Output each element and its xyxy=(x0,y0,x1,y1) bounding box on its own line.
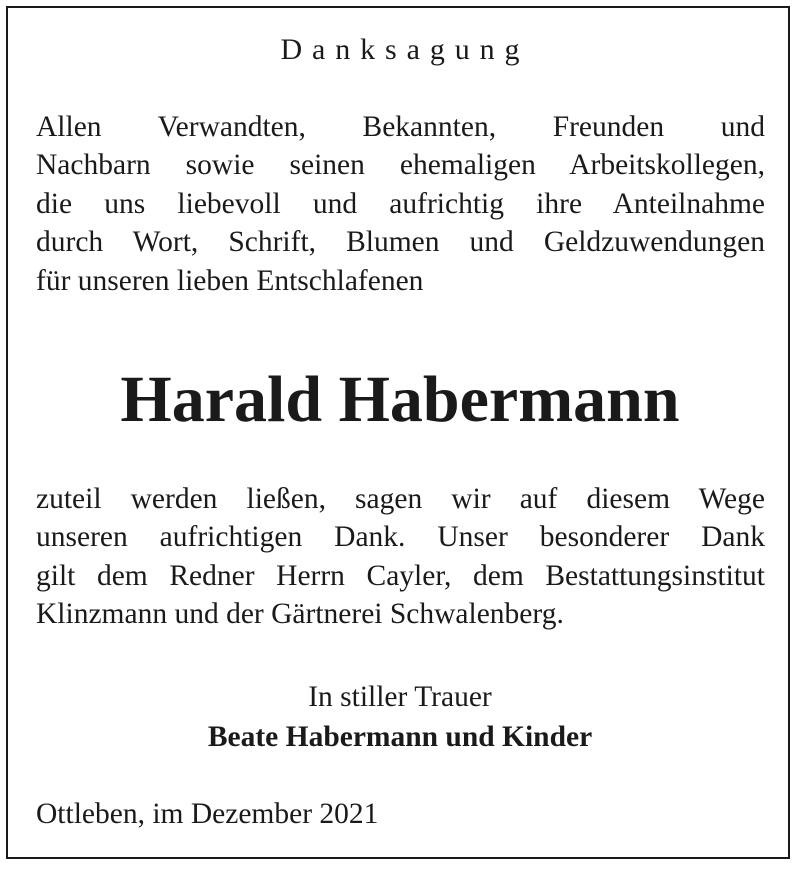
intro-line: die uns liebevoll und aufrichtig ihre Anteilnahme xyxy=(36,187,765,220)
intro-paragraph xyxy=(36,108,765,300)
mourning-line: In stiller Trauer xyxy=(308,681,492,713)
body-line: unseren aufrichtigen Dank. Unser besonderer Dank xyxy=(36,521,765,554)
intro-line: durch Wort, Schrift, Blumen und Geldzuwendungen xyxy=(36,226,765,259)
intro-line: Nachbarn sowie seinen ehemaligen Arbeitskollegen, xyxy=(36,149,765,182)
notice-title: Danksagung xyxy=(280,33,530,66)
place-date: Ottleben, im Dezember 2021 xyxy=(36,798,379,830)
body-line: Klinzmann und der Gärtnerei Schwalenberg. xyxy=(36,598,564,631)
body-line: zuteil werden ließen, sagen wir auf diesem Wege xyxy=(36,483,765,515)
deceased-name: Harald Habermann xyxy=(120,363,680,436)
body-paragraph xyxy=(36,480,765,634)
intro-line: Allen Verwandten, Bekannten, Freunden und xyxy=(36,111,765,143)
signatories: Beate Habermann und Kinder xyxy=(207,721,593,753)
body-line: gilt dem Redner Herrn Cayler, dem Bestattungsinstitut xyxy=(36,559,765,592)
signoff-block xyxy=(0,677,800,757)
intro-line: für unseren lieben Entschlafenen xyxy=(36,264,424,297)
